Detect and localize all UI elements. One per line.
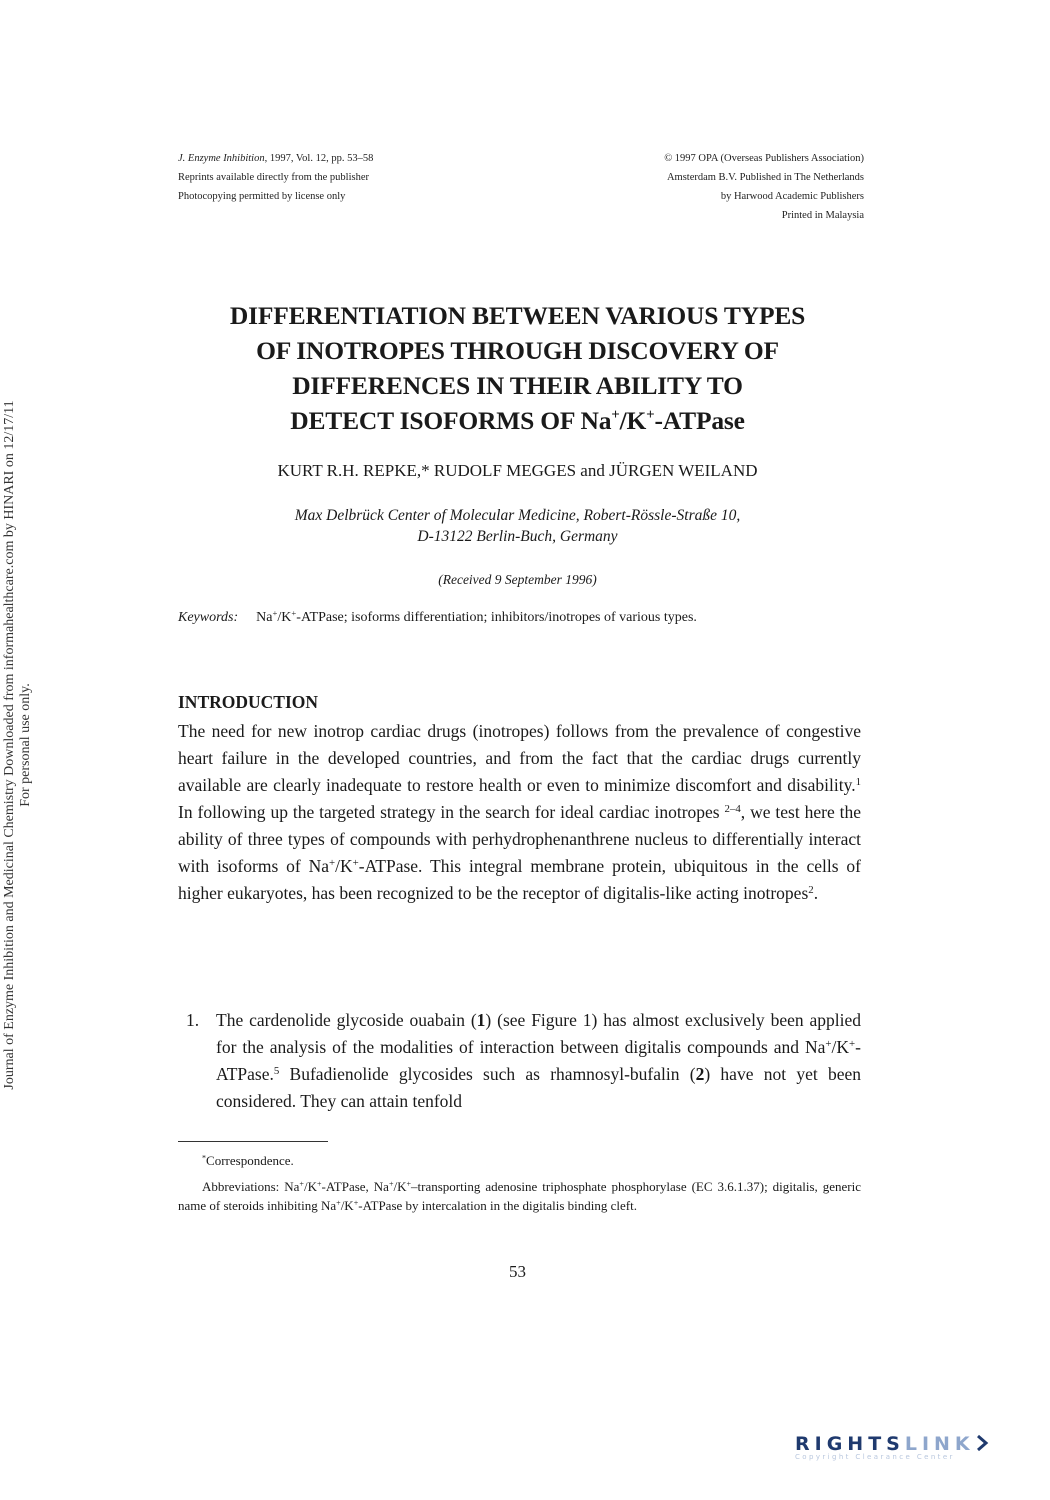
publisher-line: Amsterdam B.V. Published in The Netherlands [666, 172, 864, 183]
rightslink-logo[interactable]: RIGHTSLINK Copyright Clearance Center [795, 1433, 1035, 1469]
paper-title: DIFFERENTIATION BETWEEN VARIOUS TYPES OF INOTROPES THROUGH DISCOVERY OF DIFFERENCES IN THEIR ABILITY TO DETECT ISOFORMS OF Na+/K+-ATPase [229, 301, 806, 435]
journal-citation: J. Enzyme Inhibition, 1997, Vol. 12, pp. 53–58 [178, 153, 374, 164]
copyright-line: © 1997 OPA (Overseas Publishers Association) [664, 153, 864, 164]
reference-marker: 2–4 [724, 803, 741, 816]
intro-paragraph: The need for new inotrop cardiac drugs (inotropes) follows from the prevalence of congestive heart failure in the developed countries, and from the fact that the cardiac drugs currently available are clearly inadequate to restore health or even to minimize discomfort and disability.$^1$ In following up the targeted strategy in the search for ideal cardiac inotropes $^{2-4}$, we test here the ability of three types of compounds with perhydrophenanthrene nucleus to differentially interact with isoforms of Na+/K+-ATPase. This integral membrane protein, ubiquitous in the cells of higher eukaryotes, has been recognized to be the receptor of digitalis-like acting inotropes$^2$. [178, 721, 861, 903]
footnote-divider [178, 1141, 328, 1142]
compound-number: 1 [476, 1010, 486, 1030]
photocopy-note: Photocopying permitted by license only [178, 191, 346, 202]
keywords-label: Keywords: [178, 610, 239, 625]
footnote-abbreviations: Abbreviations: Na+/K+-ATPase, Na+/K+–transporting adenosine triphosphate phosphorylase (EC 3.6.1.37); digitalis, generic name of steroids inhibiting Na+/K+-ATPase by intercalation in the digitalis binding cleft. [178, 1179, 862, 1213]
footnote-correspondence: *Correspondence. [202, 1153, 294, 1168]
download-watermark: Journal of Enzyme Inhibition and Medicinal Chemistry Downloaded from informahealthcare.com by HINARI on 12/17/11 For personal use only. [2, 400, 33, 1090]
authors: KURT R.H. REPKE,* RUDOLF MEGGES and JÜRGEN WEILAND [277, 461, 758, 480]
reference-marker: 1 [855, 776, 861, 789]
section-heading: INTRODUCTION [178, 692, 319, 712]
printed-line: Printed in Malaysia [781, 210, 864, 221]
reference-marker: 2 [808, 884, 814, 897]
received-date: (Received 9 September 1996) [438, 572, 597, 587]
reference-marker: 5 [273, 1065, 280, 1078]
reprints-note: Reprints available directly from the publisher [178, 172, 369, 183]
page-number: 53 [509, 1262, 526, 1281]
list-item [178, 1007, 861, 1115]
list-number: 1. [186, 1010, 200, 1030]
keywords: Keywords: Na+/K+-ATPase; isoforms differentiation; inhibitors/inotropes of various types. [178, 608, 697, 625]
affiliation: Max Delbrück Center of Molecular Medicine, Robert-Rössle-Straße 10, D-13122 Berlin-Buch, Germany [294, 507, 741, 545]
header-right [664, 149, 864, 225]
compound-number: 2 [695, 1064, 705, 1084]
publisher-line-2: by Harwood Academic Publishers [720, 191, 864, 202]
journal-name: J. Enzyme Inhibition [178, 153, 265, 164]
list-item-text: The cardenolide glycoside ouabain (1) (see Figure 1) has almost exclusively been applied for the analysis of the modalities of interaction between digitalis compounds and Na+/K+-ATPase.$^5$ Bufadienolide glycosides such as rhamnosyl-bufalin (2) have not yet been considered. They can attain tenfold [216, 1010, 862, 1111]
chevron-right-icon [975, 1434, 989, 1452]
header-left [178, 149, 373, 206]
